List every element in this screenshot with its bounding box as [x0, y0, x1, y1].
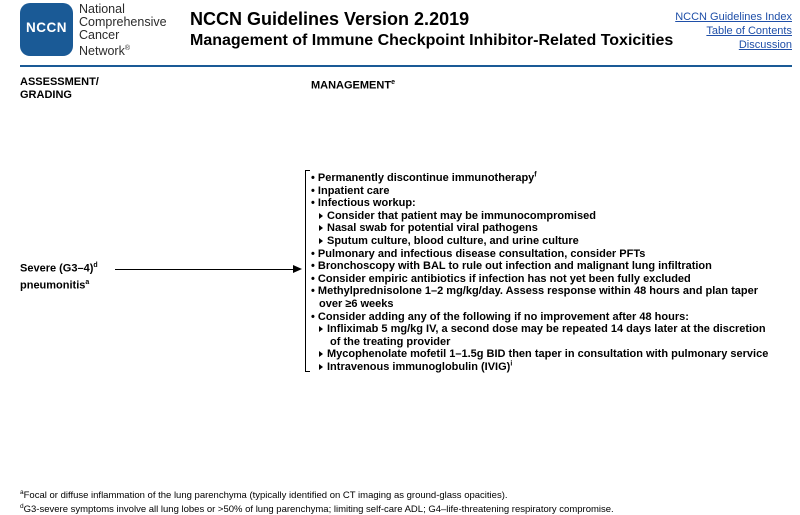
- page-subtitle: Management of Immune Checkpoint Inhibitor-Related Toxicities: [190, 32, 674, 49]
- logo-line-network: Network®: [79, 44, 131, 59]
- footnote-d: $^d$G3-severe symptoms involve all lung lobes or >50% of lung parenchyma; limiting self-care ADL; G4–life-threatening respiratory compromise.: [20, 503, 614, 515]
- list-item: • Inpatient care: [311, 184, 390, 197]
- triangle-bullet-icon: [319, 326, 323, 332]
- list-subitem: Nasal swab for potential viral pathogens: [311, 222, 796, 235]
- triangle-bullet-icon: [319, 238, 323, 244]
- nccn-logo: [20, 3, 73, 56]
- page-title: NCCN Guidelines Version 2.2019: [190, 9, 470, 29]
- footnote-a: $^a$Focal or diffuse inflammation of the lung parenchyma (typically identified on CT imaging as ground-glass opacities).: [20, 489, 508, 502]
- flow-arrow-line: [115, 269, 295, 270]
- list-subitem: Intravenous immunoglobulin (IVIG)$^i$: [311, 361, 796, 374]
- list-item: • Consider adding any of the following if no improvement after 48 hours:: [311, 310, 689, 323]
- discussion-link[interactable]: Discussion: [738, 39, 792, 51]
- logo-wordmark: [79, 3, 167, 58]
- nav-links: [675, 10, 792, 52]
- logo-line-comprehensive: Comprehensive: [79, 15, 167, 29]
- list-item: • Infectious workup:: [311, 197, 416, 210]
- list-subitem: Consider that patient may be immunocompromised: [311, 210, 796, 223]
- list-item: • Bronchoscopy with BAL to rule out infection and malignant lung infiltration: [311, 260, 712, 273]
- list-item: • Pulmonary and infectious disease consultation, consider PFTs: [311, 247, 646, 260]
- management-column-header: MANAGEMENT$^e$: [311, 79, 395, 92]
- list-subitem: Infliximab 5 mg/kg IV, a second dose may be repeated 14 days later at the discretion: [311, 323, 796, 336]
- list-subitem-continuation: of the treating provider: [330, 335, 451, 348]
- management-list: [311, 172, 796, 374]
- list-subitem: Sputum culture, blood culture, and urine culture: [311, 235, 796, 248]
- list-item: • Methylprednisolone 1–2 mg/kg/day. Assess response within 48 hours and plan taper: [311, 285, 759, 298]
- flow-arrow-head-icon: [293, 265, 302, 273]
- table-of-contents-link[interactable]: Table of Contents: [706, 25, 792, 37]
- management-bracket: [305, 170, 310, 372]
- guidelines-index-link[interactable]: NCCN Guidelines Index: [675, 11, 792, 23]
- list-subitem: Mycophenolate mofetil 1–1.5g BID then taper in consultation with pulmonary service: [311, 348, 796, 361]
- assessment-severe-pneumonitis: Severe $(G3-4)^d$ pneumonitis$^a$: [20, 262, 98, 292]
- list-item: • Permanently discontinue immunotherapy$^f$: [311, 171, 537, 184]
- logo-line-national: National: [79, 2, 125, 16]
- registered-mark: ®: [124, 45, 131, 52]
- header-divider: [20, 65, 792, 67]
- logo-abbrev: NCCN: [26, 20, 67, 35]
- list-item-continuation: over ≥6 weeks: [319, 297, 394, 310]
- assessment-column-header: ASSESSMENT/ GRADING: [20, 76, 99, 101]
- triangle-bullet-icon: [319, 213, 323, 219]
- footnotes: [20, 487, 614, 515]
- triangle-bullet-icon: [319, 225, 323, 231]
- triangle-bullet-icon: [319, 351, 323, 357]
- logo-line-cancer: Cancer: [79, 28, 120, 42]
- triangle-bullet-icon: [319, 364, 323, 370]
- list-item: • Consider empiric antibiotics if infection has not yet been fully excluded: [311, 272, 691, 285]
